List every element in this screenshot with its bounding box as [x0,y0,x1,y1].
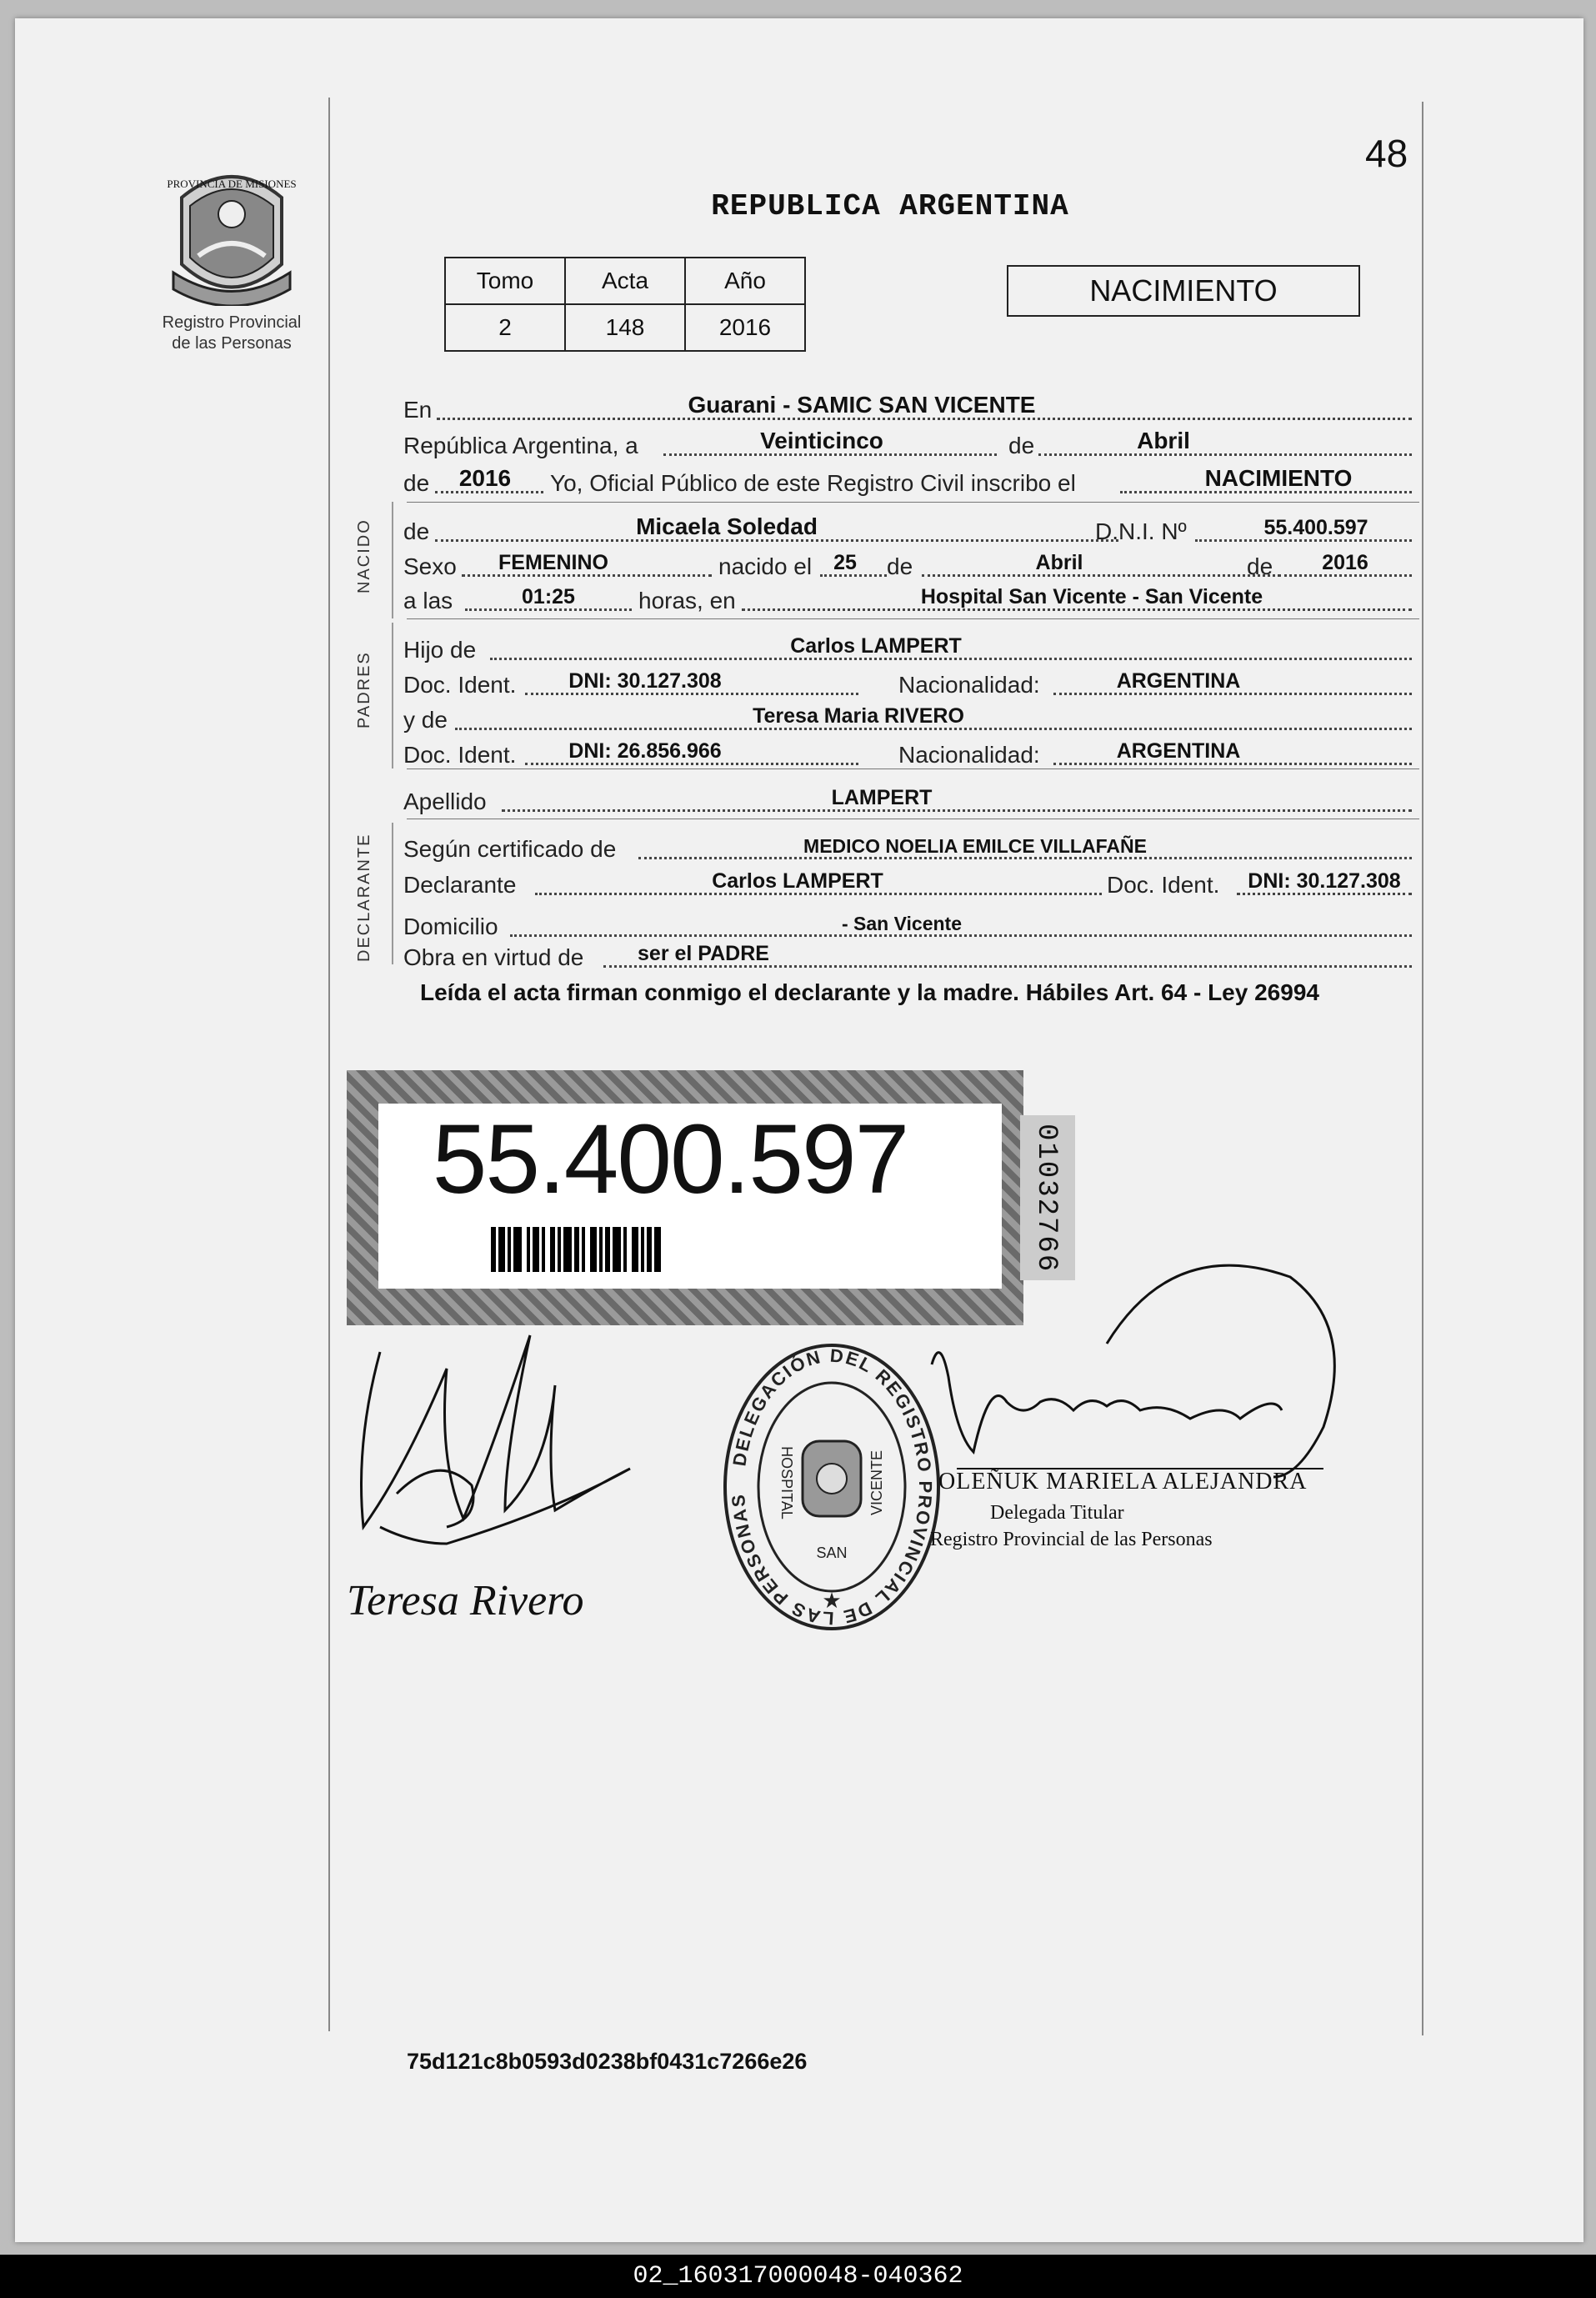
birth-day-value: 25 [833,551,857,574]
row-name [403,515,1418,547]
label-doc-ident-2: Doc. Ident. [403,742,517,768]
address-value: - San Vicente [841,913,963,934]
left-margin-line [328,98,330,2031]
label-de-month: de [887,553,913,579]
official-stamp [719,1341,944,1633]
label-a-las: a las [403,588,453,613]
label-nacionalidad-2: Nacionalidad: [898,742,1040,768]
row-place [403,393,1418,425]
label-nacido-el: nacido el [718,553,813,579]
father-name-value: Carlos LAMPERT [790,634,962,658]
row-declarant [403,869,1418,900]
document-hash: 75d121c8b0593d0238bf0431c7266e26 [407,2049,808,2074]
sticker-dni-number: 55.400.597 [432,1104,908,1214]
barcode-bar [513,1227,522,1272]
registry-name [136,313,328,354]
act-type-value: NACIMIENTO [1204,465,1353,491]
child-name-value: Micaela Soledad [636,513,818,539]
label-sexo: Sexo [403,553,457,579]
dni-sticker [347,1070,1023,1325]
section-bracket [392,823,393,964]
stamp-inner-right: VICENTE [868,1449,885,1516]
document-title: REPUBLICA ARGENTINA [711,189,1069,223]
year-value: 2016 [458,465,512,491]
registry-line-1: Registro Provincial [162,313,302,332]
label-republica: República Argentina, a [403,433,638,458]
file-id-bar: 02_160317000048-040362 [0,2255,1596,2298]
barcode-bar [654,1227,661,1272]
section-label-declarante: DECLARANTE [355,833,373,962]
acta-value: 148 [565,304,685,351]
row-time [403,584,1418,616]
tomo-value: 2 [445,304,565,351]
day-words-value: Veinticinco [760,428,883,453]
serial-number: 01032766 [1030,1124,1062,1274]
label-de-year: de [403,470,430,496]
section-divider [407,618,1419,619]
label-apellido: Apellido [403,789,487,814]
label-domicilio: Domicilio [403,914,498,939]
province-crest-logo [165,164,298,306]
label-declarante: Declarante [403,872,517,898]
right-margin-line [1422,102,1423,2035]
section-label-nacido: NACIDO [355,518,373,593]
certificate-value: MEDICO NOELIA EMILCE VILLAFAÑE [803,835,1147,857]
row-mother-doc [403,738,1418,770]
row-certificate [403,833,1418,864]
stamp-inner-left: HOSPITAL [778,1446,795,1519]
declarant-doc-value: DNI: 30.127.308 [1248,869,1401,893]
label-doc-ident-3: Doc. Ident. [1107,872,1220,898]
record-type-box: NACIMIENTO [1007,265,1360,317]
sticker-label [378,1104,1002,1289]
stamp-star-icon: ★ [822,1588,842,1613]
label-segun: Según certificado de [403,836,617,862]
father-doc-value: DNI: 30.127.308 [568,669,722,693]
declarant-value: Carlos LAMPERT [712,869,883,893]
reading-statement: Leída el acta firman conmigo el declarante y la madre. Hábiles Art. 64 - Ley 26994 [420,979,1319,1005]
birth-place-value: Hospital San Vicente - San Vicente [920,585,1263,608]
section-label-padres: PADRES [355,651,373,728]
row-mother [403,703,1418,735]
label-en: En [403,397,433,423]
birth-month-value: Abril [1035,551,1083,574]
mother-nat-value: ARGENTINA [1116,739,1241,763]
barcode-bar [590,1227,597,1272]
certificate-page [15,18,1583,2242]
row-by-virtue [403,941,1418,973]
page-number: 48 [1365,132,1408,175]
label-y-de: y de [403,707,448,733]
official-role: Delegada Titular [990,1502,1124,1524]
row-father-doc [403,668,1418,700]
label-dni: D.N.I. Nº [1095,518,1187,544]
mother-signature: Teresa Rivero [347,1577,584,1625]
label-nacionalidad: Nacionalidad: [898,672,1040,698]
month-value: Abril [1137,428,1190,453]
label-de: de [1008,433,1035,458]
child-dni-value: 55.400.597 [1263,516,1368,539]
section-bracket [392,623,393,769]
row-sex [403,550,1418,582]
row-address [403,910,1418,942]
section-bracket [392,502,393,618]
stamp-outer-text: DELEGACIÓN DEL REGISTRO PROVINCIAL DE LAS PERSONAS [727,1344,937,1630]
ano-value: 2016 [685,304,805,351]
label-doc-ident: Doc. Ident. [403,672,517,698]
label-de-name: de [403,518,430,544]
official-name: OLEÑUK MARIELA ALEJANDRA [938,1469,1308,1494]
father-nat-value: ARGENTINA [1116,669,1241,693]
registry-line-2: de las Personas [172,334,292,353]
surname-value: LAMPERT [831,786,933,809]
acta-header: Acta [565,258,685,304]
row-date [403,429,1418,461]
by-virtue-value: ser el PADRE [638,942,769,965]
ano-header: Año [685,258,805,304]
barcode-bar [632,1227,638,1272]
mother-name-value: Teresa Maria RIVERO [753,704,964,728]
barcode-bar [613,1227,621,1272]
label-horas-en: horas, en [638,588,736,613]
stamp-inner-bottom: SAN [816,1545,848,1561]
record-table [444,257,806,352]
label-obra: Obra en virtud de [403,944,584,970]
crest-text: PROVINCIA DE MISIONES [167,178,297,190]
official-signature [923,1252,1357,1502]
mother-doc-value: DNI: 26.856.966 [568,739,722,763]
signatures-left [347,1319,663,1635]
barcode [491,1227,858,1272]
barcode-bar [563,1227,572,1272]
section-divider [407,502,1419,503]
row-surname [403,785,1418,817]
place-value: Guarani - SAMIC SAN VICENTE [688,392,1036,418]
tomo-header: Tomo [445,258,565,304]
time-value: 01:25 [522,585,575,608]
official-organization: Registro Provincial de las Personas [930,1529,1213,1550]
official-block [930,1469,1308,1550]
row-father [403,633,1418,665]
birth-year-value: 2016 [1322,551,1368,574]
label-hijo-de: Hijo de [403,637,477,663]
barcode-bar [498,1227,505,1272]
barcode-bar [533,1227,539,1272]
row-act [403,467,1418,498]
sex-value: FEMENINO [498,551,608,574]
label-yo: Yo, Oficial Público de este Registro Civil inscribo el [550,470,1076,496]
label-de-birth-year: de [1247,553,1273,579]
